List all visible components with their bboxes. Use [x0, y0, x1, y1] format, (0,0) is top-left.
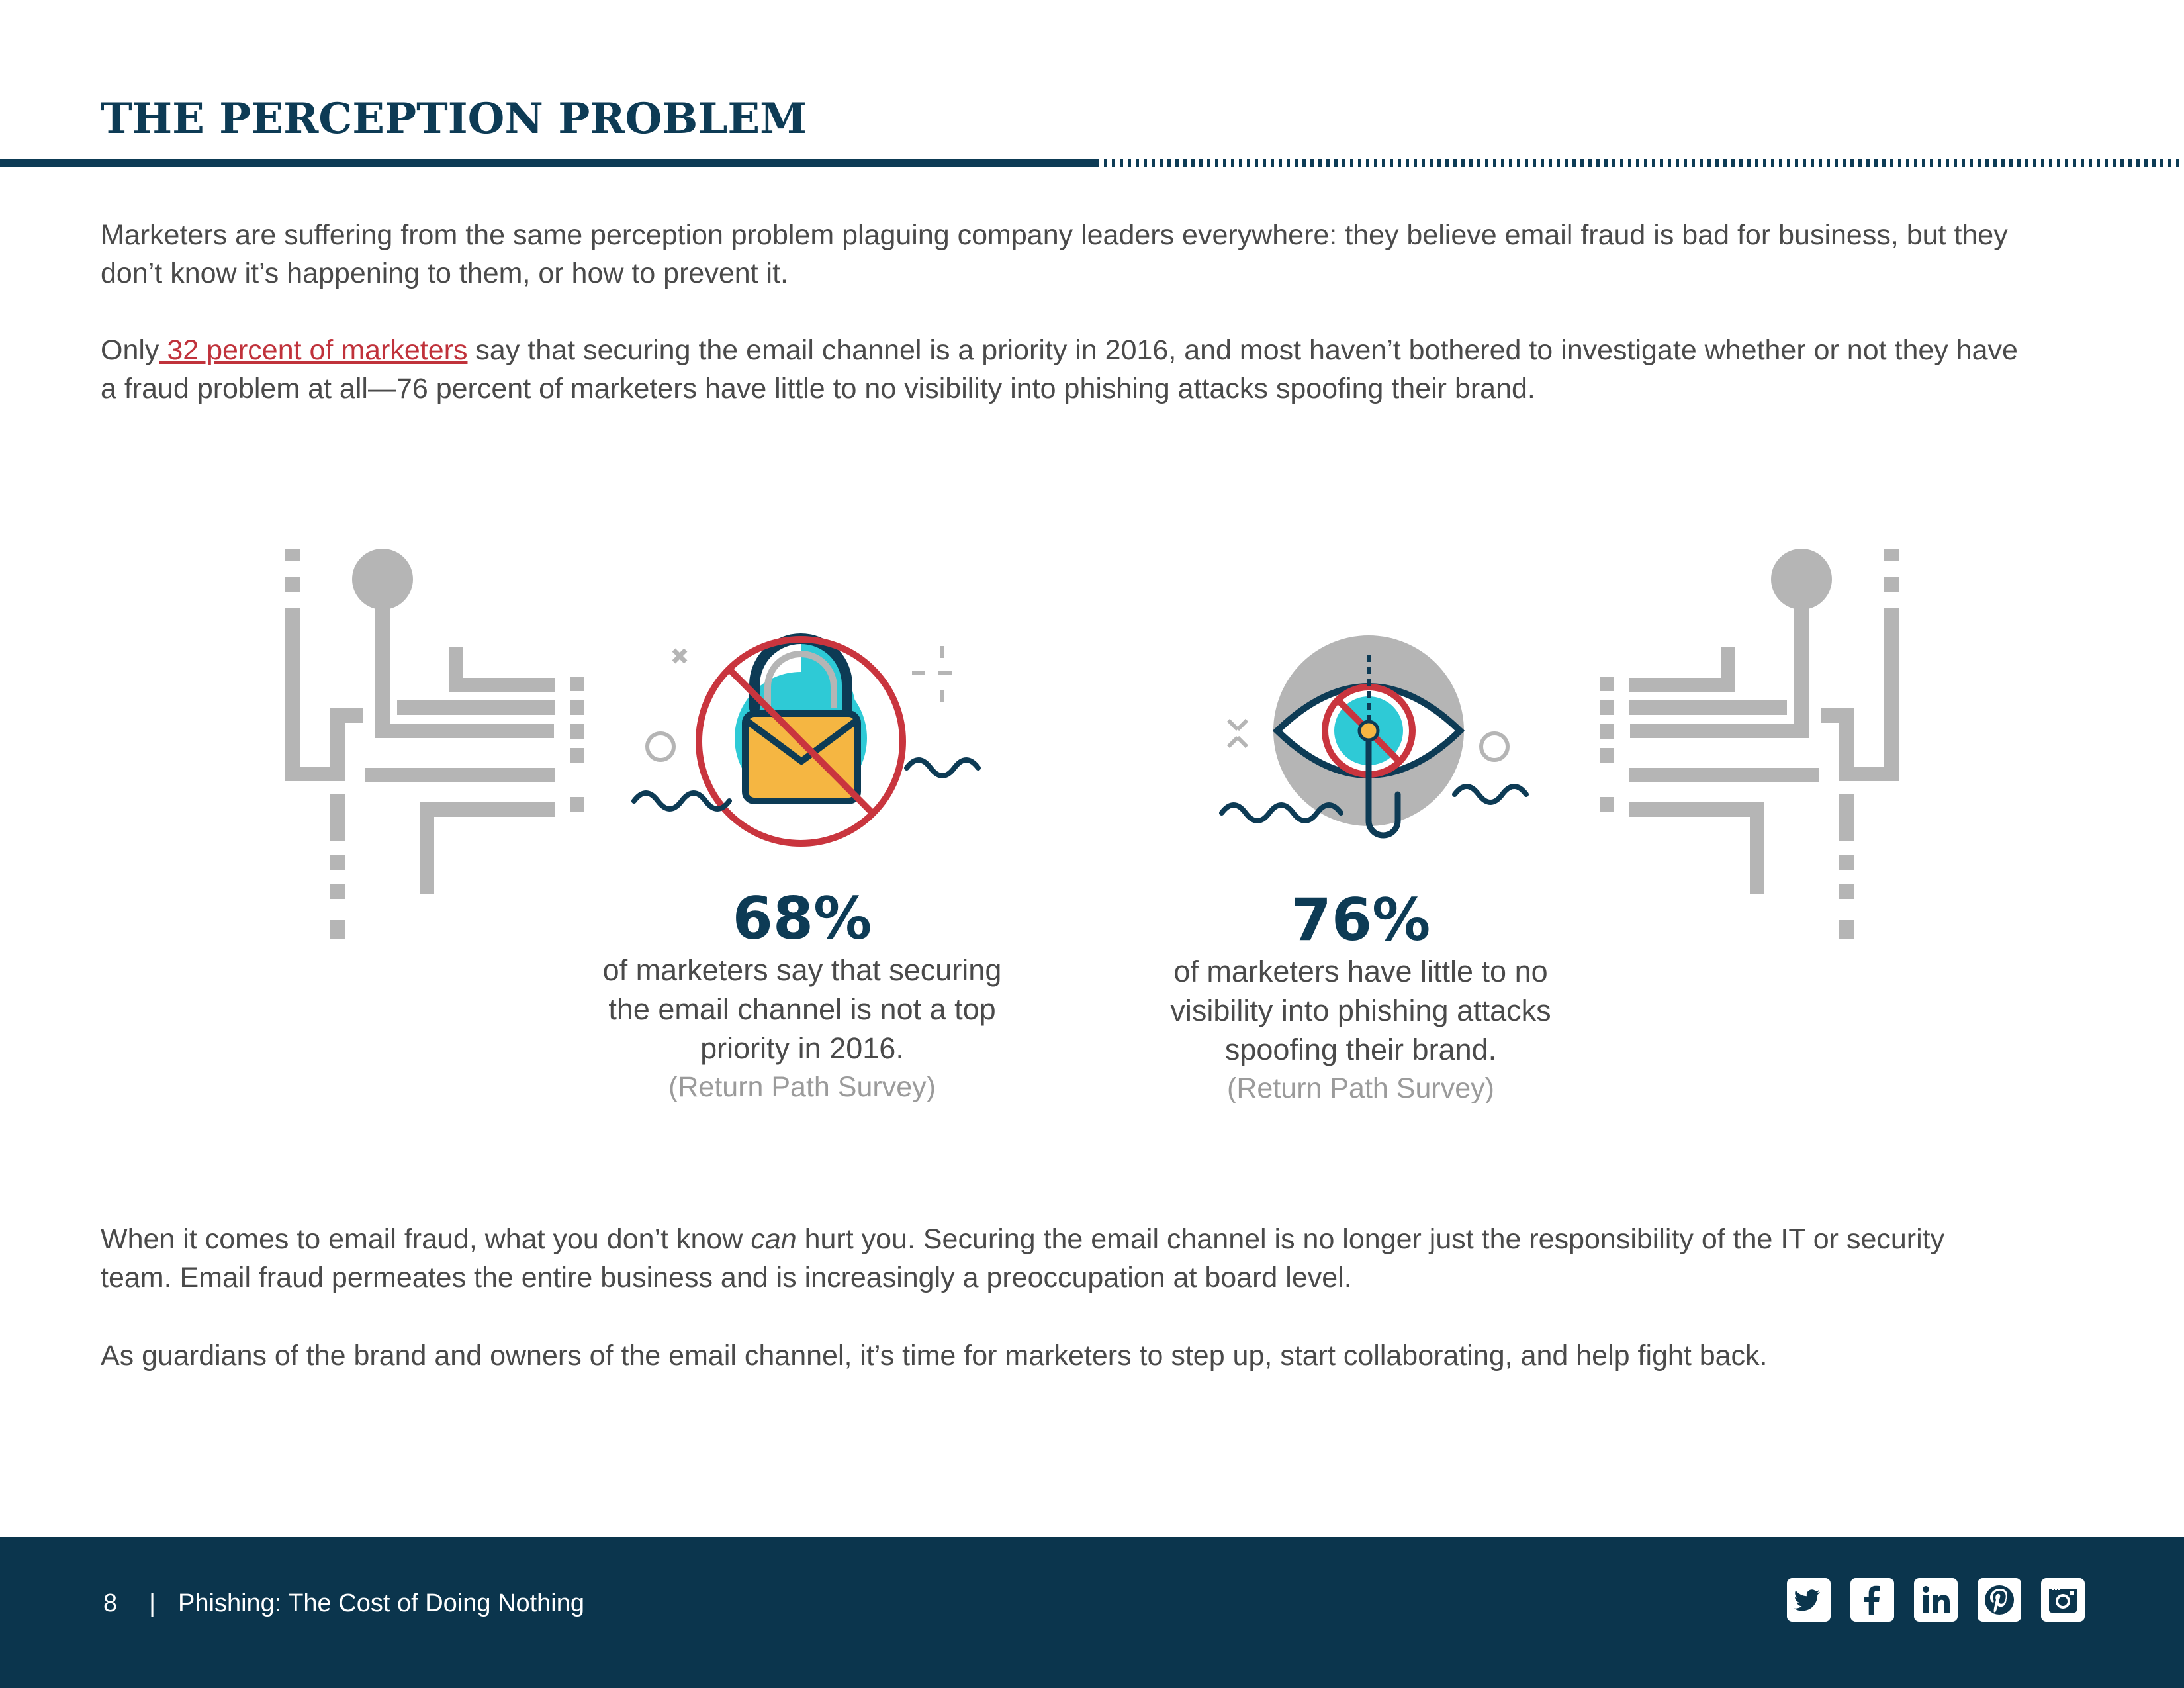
outro-paragraph-1: [101, 1220, 2020, 1297]
p2-suffix: say that securing the email channel is a priority in 2016, and most haven’t bothered to investigate whether or not they have a fraud problem at all—76 percent of marketers have little to no visibility into phishing attacks spoofing their brand.: [101, 334, 2018, 404]
eye-prohibited-icon: [1222, 635, 1526, 835]
intro-paragraph-1: Marketers are suffering from the same perception problem plaguing company leaders everywhere: they believe email fraud is bad for business, but they don’t know it’s happening to them, or how to prevent it.: [101, 219, 2008, 289]
title-rule-dotted: [1104, 159, 2184, 167]
p2-prefix: Only: [101, 334, 159, 366]
pinterest-icon[interactable]: [1978, 1578, 2021, 1622]
stat-source: (Return Path Survey): [1227, 1072, 1494, 1104]
page-title: THE PERCEPTION PROBLEM: [101, 94, 807, 144]
stat-value: 76%: [1291, 886, 1431, 954]
footer-separator: |: [149, 1589, 156, 1617]
outro-paragraph-2: As guardians of the brand and owners of the email channel, it’s time for marketers to step up, start collaborating, and help fight back.: [101, 1340, 1768, 1372]
stat-value: 68%: [732, 884, 872, 953]
stat-description: of marketers say that securing the email channel is not a top priority in 2016.: [602, 953, 1002, 1065]
linkedin-icon[interactable]: [1914, 1578, 1958, 1622]
stat-source: (Return Path Survey): [668, 1071, 936, 1103]
intro-paragraph-2: [101, 331, 2020, 408]
title-rule-solid: [0, 159, 1099, 167]
twitter-icon[interactable]: [1787, 1578, 1831, 1622]
instagram-icon[interactable]: [2041, 1578, 2085, 1622]
left-circuit-icon: [285, 549, 584, 939]
stat-description: of marketers have little to no visibility into phishing attacks spoofing their brand.: [1170, 955, 1551, 1066]
p3-prefix: When it comes to email fraud, what you don’t know: [101, 1223, 751, 1255]
footer-text: [103, 1590, 584, 1617]
footer-bar: [0, 1537, 2184, 1688]
right-circuit-icon: [1600, 549, 1899, 939]
stat-card-68: [551, 884, 1054, 1106]
p3-suffix: hurt you. Securing the email channel is no longer just the responsibility of the IT or security team. Email fraud permeates the entire business and is increasingly a preoccupation at board level.: [101, 1223, 1945, 1293]
facebook-icon[interactable]: [1850, 1578, 1894, 1622]
lock-prohibited-icon: [634, 635, 978, 843]
footer-doc-title: Phishing: The Cost of Doing Nothing: [178, 1589, 585, 1617]
page-number: 8: [103, 1589, 118, 1617]
stat-card-76: [1109, 888, 1612, 1107]
p3-emphasis: can: [751, 1223, 797, 1255]
marketers-stat-link[interactable]: 32 percent of marketers: [159, 334, 468, 366]
infographic-art: [0, 516, 2184, 940]
